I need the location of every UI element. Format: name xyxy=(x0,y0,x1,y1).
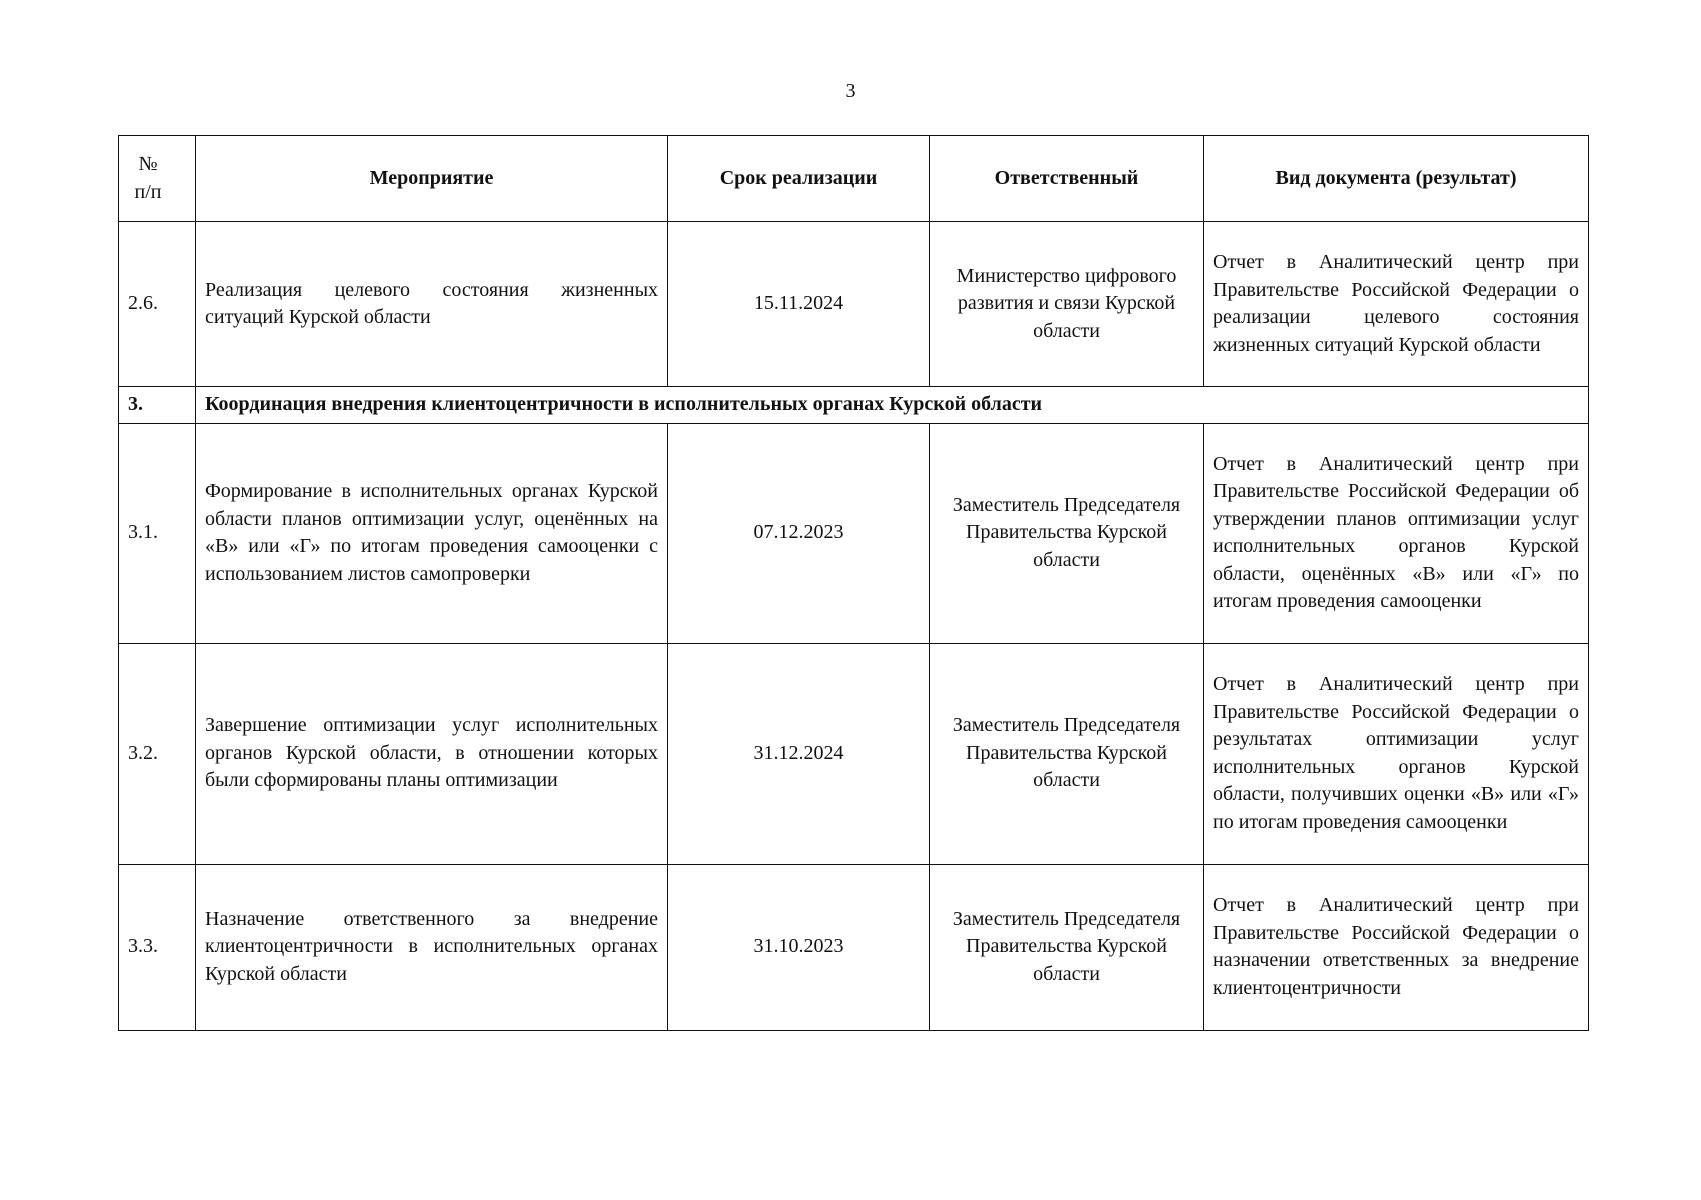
row-result: Отчет в Аналитический центр при Правительстве Российской Федерации о результатах оптимизации услуг исполнительных органов Курской области, получивших оценки «В» или «Г» по итогам проведения самооценки xyxy=(1204,643,1589,864)
section-row xyxy=(119,387,1589,424)
row-event: Назначение ответственного за внедрение клиентоцентричности в исполнительных органах Курской области xyxy=(196,864,668,1030)
action-plan-table xyxy=(118,135,1589,1031)
row-event: Формирование в исполнительных органах Курской области планов оптимизации услуг, оценённых на «В» или «Г» по итогам проведения самооценки с использованием листов самопроверки xyxy=(196,423,668,643)
row-responsible: Заместитель Председателя Правительства Курской области xyxy=(930,643,1204,864)
row-number: 3.3. xyxy=(119,864,196,1030)
table-row xyxy=(119,222,1589,387)
header-result: Вид документа (результат) xyxy=(1204,136,1589,222)
row-deadline: 15.11.2024 xyxy=(668,222,930,387)
row-event: Реализация целевого состояния жизненных ситуаций Курской области xyxy=(196,222,668,387)
row-responsible: Министерство цифрового развития и связи Курской области xyxy=(930,222,1204,387)
section-number: 3. xyxy=(119,387,196,424)
table-row xyxy=(119,643,1589,864)
table-row xyxy=(119,423,1589,643)
header-event: Мероприятие xyxy=(196,136,668,222)
row-number: 3.2. xyxy=(119,643,196,864)
row-event: Завершение оптимизации услуг исполнительных органов Курской области, в отношении которых были сформированы планы оптимизации xyxy=(196,643,668,864)
table-header-row xyxy=(119,136,1589,222)
row-number: 3.1. xyxy=(119,423,196,643)
row-responsible: Заместитель Председателя Правительства Курской области xyxy=(930,864,1204,1030)
row-result: Отчет в Аналитический центр при Правительстве Российской Федерации о реализации целевого состояния жизненных ситуаций Курской области xyxy=(1204,222,1589,387)
row-result: Отчет в Аналитический центр при Правительстве Российской Федерации о назначении ответственных за внедрение клиентоцентричности xyxy=(1204,864,1589,1030)
header-num: № п/п xyxy=(119,136,196,222)
row-responsible: Заместитель Председателя Правительства Курской области xyxy=(930,423,1204,643)
header-responsible: Ответственный xyxy=(930,136,1204,222)
table-row xyxy=(119,864,1589,1030)
page-number: 3 xyxy=(845,80,856,102)
row-deadline: 31.10.2023 xyxy=(668,864,930,1030)
row-deadline: 31.12.2024 xyxy=(668,643,930,864)
section-title: Координация внедрения клиентоцентричности в исполнительных органах Курской области xyxy=(196,387,1589,424)
row-number: 2.6. xyxy=(119,222,196,387)
header-deadline: Срок реализации xyxy=(668,136,930,222)
row-result: Отчет в Аналитический центр при Правительстве Российской Федерации об утверждении планов оптимизации услуг исполнительных органов Курской области, оценённых «В» или «Г» по итогам проведения самооценки xyxy=(1204,423,1589,643)
row-deadline: 07.12.2023 xyxy=(668,423,930,643)
